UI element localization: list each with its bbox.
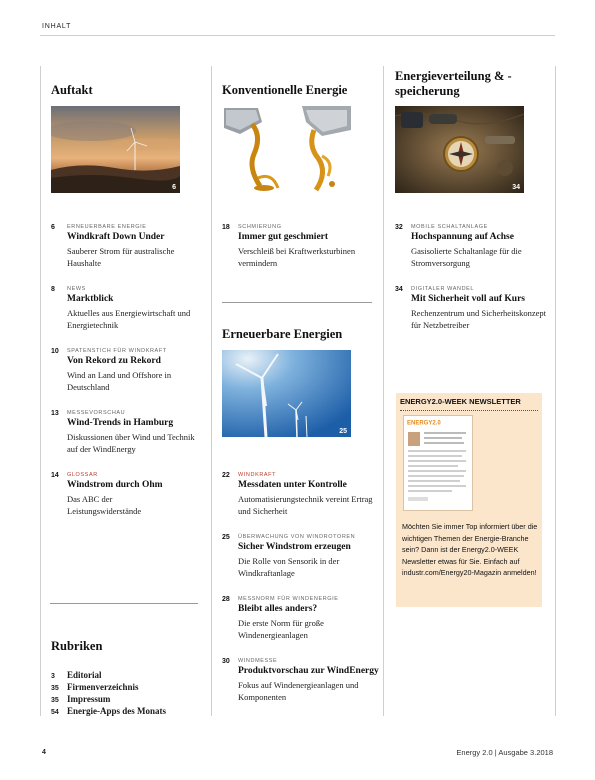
rubriken-label: Firmenverzeichnis [67, 682, 139, 692]
wind-turbines-sky-image [222, 350, 351, 437]
entry-desc: Diskussionen über Wind und Technik auf der WindEnergy [67, 432, 195, 454]
entry-kicker: SCHMIERUNG [238, 224, 282, 230]
entry-page: 13 [51, 410, 59, 417]
entry-kicker: WINDKRAFT [238, 472, 277, 478]
newsletter-preview-image [404, 416, 472, 510]
erneuerbar-photo[interactable] [222, 350, 351, 437]
entry-title: Bleibt alles anders? [238, 604, 318, 614]
entry-title: Immer gut geschmiert [238, 232, 329, 242]
oil-pouring-image [222, 106, 351, 193]
auftakt-title: Auftakt [51, 83, 93, 97]
entry-desc: Fokus auf Windenergieanlagen und Komponenten [238, 680, 359, 702]
entry-kicker: NEWS [67, 286, 86, 292]
entry-title: Von Rekord zu Rekord [67, 356, 161, 366]
photo-page-number: 6 [172, 184, 176, 191]
entry-kicker: WINDMESSE [238, 658, 278, 664]
entry-page: 32 [395, 224, 403, 231]
newsletter-thumb-logo: ENERGY2.0 [407, 420, 441, 427]
entry-kicker: MESSEVORSCHAU [67, 410, 126, 416]
entry-desc: Das ABC der Leistungswiderstände [67, 494, 142, 516]
entry-title: Wind-Trends in Hamburg [67, 418, 174, 428]
erneuerbar-title: Erneuerbare Energien [222, 327, 343, 341]
rubriken-label: Energie-Apps des Monats [67, 706, 167, 716]
newsletter-box[interactable] [396, 393, 542, 607]
rubriken-page: 35 [51, 697, 59, 704]
entry-page: 10 [51, 348, 59, 355]
entry-title: Windstrom durch Ohm [67, 480, 163, 490]
entry-page: 25 [222, 534, 230, 541]
entry-page: 22 [222, 472, 230, 479]
entry-title: Sicher Windstrom erzeugen [238, 542, 351, 552]
entry-desc: Gasisolierte Schaltanlage für die Stromversorgung [411, 246, 522, 268]
entry-kicker: SPATENSTICH FÜR WINDKRAFT [67, 348, 167, 354]
photo-page-number: 18 [339, 184, 347, 191]
rubriken-page: 3 [51, 673, 55, 680]
entry-kicker: ÜBERWACHUNG VON WINDROTOREN [238, 534, 356, 540]
entry-desc: Automatisierungstechnik vereint Ertrag und Sicherheit [238, 494, 373, 516]
konventionell-photo[interactable] [222, 106, 351, 193]
rubriken-page: 54 [51, 709, 59, 716]
auftakt-divider [50, 603, 198, 604]
entry-desc: Sauberer Strom für australische Haushalte [67, 246, 175, 268]
newsletter-thumbnail[interactable] [403, 415, 473, 511]
entry-page: 34 [395, 286, 403, 293]
rubriken-title: Rubriken [51, 639, 103, 653]
section-label: INHALT [42, 23, 72, 30]
auftakt-photo[interactable] [51, 106, 180, 193]
rubriken-item[interactable] [51, 694, 166, 706]
newsletter-divider [400, 410, 538, 411]
entry-title: Mit Sicherheit voll auf Kurs [411, 294, 525, 304]
column-divider-2 [211, 66, 212, 716]
entry-desc: Verschleiß bei Kraftwerksturbinen vermindern [238, 246, 356, 268]
entry-page: 30 [222, 658, 230, 665]
entry-kicker: DIGITALER WANDEL [411, 286, 475, 292]
verteilung-title: Energieverteilung & -speicherung [395, 69, 512, 98]
page-number: 4 [42, 749, 46, 756]
entry-desc: Die erste Norm für große Windenergieanlagen [238, 618, 324, 640]
entry-page: 6 [51, 224, 55, 231]
entry-page: 8 [51, 286, 55, 293]
compass-map-image [395, 106, 524, 193]
column-divider-4 [555, 66, 556, 716]
rubriken-label: Impressum [67, 694, 111, 704]
konventionell-divider [222, 302, 372, 303]
wind-turbine-sunset-image [51, 106, 180, 193]
rubriken-item[interactable] [51, 706, 166, 718]
entry-kicker: ERNEUERBARE ENERGIE [67, 224, 147, 230]
header-divider [40, 35, 555, 36]
rubriken-item[interactable] [51, 682, 166, 694]
entry-kicker: MOBILE SCHALTANLAGE [411, 224, 488, 230]
entry-kicker: MESSNORM FÜR WINDENERGIE [238, 596, 339, 602]
rubriken-list [51, 670, 166, 718]
rubriken-page: 35 [51, 685, 59, 692]
photo-page-number: 25 [339, 428, 347, 435]
entry-desc: Aktuelles aus Energiewirtschaft und Energietechnik [67, 308, 191, 330]
entry-title: Hochspannung auf Achse [411, 232, 514, 242]
photo-page-number: 34 [512, 184, 520, 191]
newsletter-text: Möchten Sie immer Top informiert über die wichtigen Themen der Energie-Branche sein? Dann ist der Energy2.0-WEEK Newsletter etwas für Sie. Einfach auf industr.com/Energy20-Magazin anmelden! [402, 522, 538, 577]
entry-title: Marktblick [67, 294, 114, 304]
rubriken-label: Editorial [67, 670, 102, 680]
entry-desc: Wind an Land und Offshore in Deutschland [67, 370, 172, 392]
rubriken-item[interactable] [51, 670, 166, 682]
column-divider-1 [40, 66, 41, 716]
magazine-issue: Energy 2.0 | Ausgabe 3.2018 [456, 748, 553, 757]
entry-desc: Die Rolle von Sensorik in der Windkraftanlage [238, 556, 340, 578]
entry-page: 28 [222, 596, 230, 603]
entry-page: 14 [51, 472, 59, 479]
entry-title: Produktvorschau zur WindEnergy [238, 666, 379, 676]
entry-page: 18 [222, 224, 230, 231]
entry-desc: Rechenzentrum und Sicherheitskonzept für Netzbetreiber [411, 308, 547, 330]
column-divider-3 [383, 66, 384, 716]
entry-title: Windkraft Down Under [67, 232, 165, 242]
entry-kicker: GLOSSAR [67, 472, 98, 478]
verteilung-photo[interactable] [395, 106, 524, 193]
entry-title: Messdaten unter Kontrolle [238, 480, 347, 490]
konventionell-title: Konventionelle Energie [222, 83, 348, 97]
newsletter-title: ENERGY2.0-WEEK NEWSLETTER [400, 397, 521, 406]
